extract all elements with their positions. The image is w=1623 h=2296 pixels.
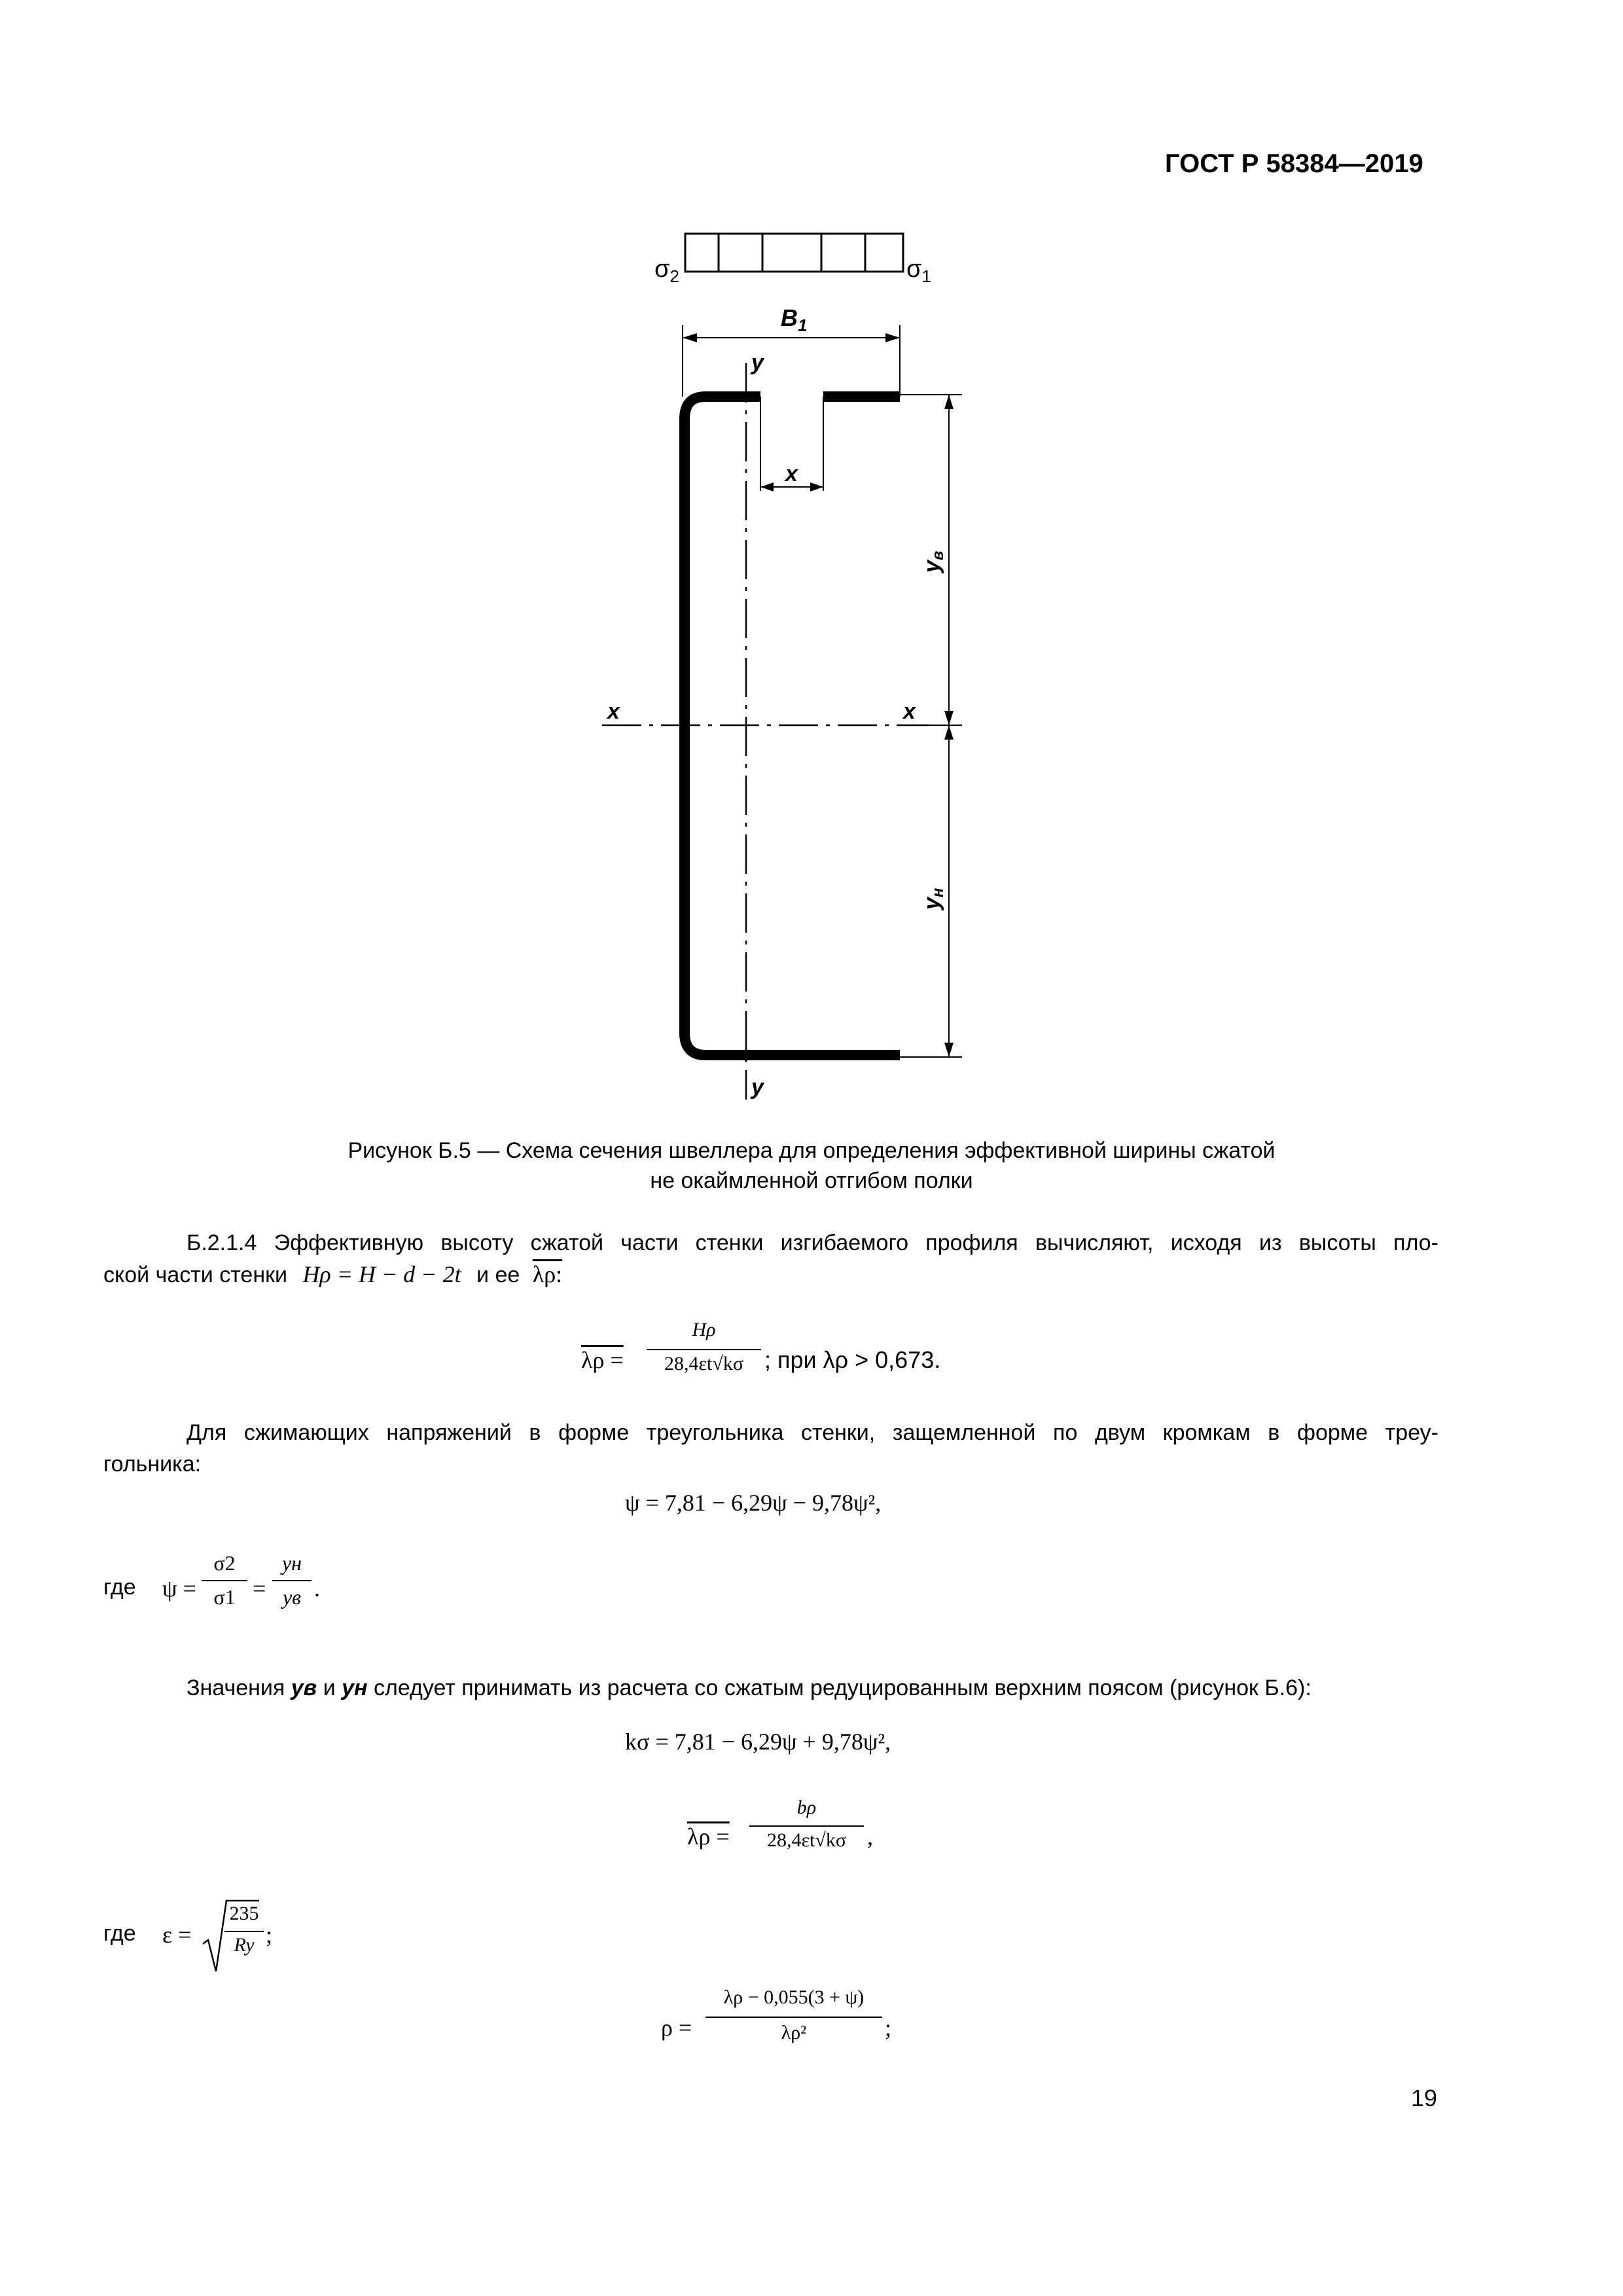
where2-denominator: Ry bbox=[234, 1934, 255, 1956]
para1-prefix: ской части стенки bbox=[103, 1263, 287, 1287]
paragraph-b214-line1: Б.2.1.4 Эффективную высоту сжатой части стенки изгибаемого профиля вычисляют, исходя из высоты пло- bbox=[187, 1230, 1438, 1255]
paragraph-triangle-line2: гольника: bbox=[103, 1452, 202, 1477]
where-epsilon-definition bbox=[103, 1895, 431, 1980]
formula5-fraction-bar bbox=[705, 2017, 882, 2018]
para3-and: и bbox=[323, 1676, 336, 1700]
para1-formula: Hρ = H − d − 2t bbox=[302, 1261, 461, 1287]
where2-prefix: где bbox=[103, 1921, 136, 1946]
formula1-numerator: Hρ bbox=[692, 1319, 716, 1340]
formula4-denominator: 28,4εt√kσ bbox=[766, 1829, 847, 1851]
x-gap-label: x bbox=[785, 461, 798, 486]
where1-fraction1-den: σ1 bbox=[213, 1585, 236, 1609]
where2-end: ; bbox=[266, 1922, 273, 1948]
page-number: 19 bbox=[1411, 2085, 1438, 2111]
channel-section-diagram bbox=[576, 216, 1034, 1113]
formula-lambda-rho bbox=[581, 1319, 1039, 1397]
x-axis-right-label: x bbox=[903, 699, 916, 724]
para1-lambda: λρ: bbox=[532, 1261, 563, 1287]
document-header: ГОСТ Р 58384—2019 bbox=[1165, 149, 1423, 178]
stress-diagram bbox=[685, 234, 903, 272]
where1-fraction1-bar bbox=[202, 1580, 247, 1581]
b1-dimension bbox=[683, 325, 900, 397]
where1-lhs: ψ = bbox=[162, 1575, 196, 1602]
figure-caption-line2: не окаймленной отгибом полки bbox=[650, 1168, 973, 1193]
paragraph-triangle-line1: Для сжимающих напряжений в форме треугольника стенки, защемленной по двум кромкам в форме треу- bbox=[187, 1420, 1438, 1445]
formula5-lhs: ρ = bbox=[661, 2015, 692, 2041]
formula-rho bbox=[661, 1986, 988, 2072]
para3-prefix: Значения bbox=[187, 1676, 285, 1700]
formula1-fraction-bar bbox=[647, 1349, 761, 1350]
formula5-numerator: λρ − 0,055(3 + ψ) bbox=[723, 1986, 865, 2008]
formula5-denominator: λρ² bbox=[781, 2022, 807, 2043]
where-psi-definition bbox=[103, 1551, 562, 1630]
paragraph-b214-line2 bbox=[103, 1259, 562, 1291]
sigma2-label: $\sigma_2$ bbox=[654, 255, 679, 286]
y-n-label: yн bbox=[919, 888, 947, 910]
formula5-end: ; bbox=[885, 2015, 892, 2041]
formula-k-sigma: kσ = 7,81 − 6,29ψ + 9,78ψ², bbox=[625, 1729, 891, 1755]
where1-end: . bbox=[314, 1575, 320, 1602]
where2-fraction-bar bbox=[224, 1931, 264, 1932]
where1-fraction2-bar bbox=[272, 1580, 312, 1581]
para3-yv: yв bbox=[291, 1676, 317, 1700]
sigma1-label: $\sigma_1$ bbox=[906, 255, 931, 286]
y-v-label: yв bbox=[919, 550, 947, 573]
para3-rest: следует принимать из расчета со сжатым редуцированным верхним поясом (рисунок Б.6): bbox=[374, 1676, 1311, 1700]
formula1-condition: ; при λρ > 0,673. bbox=[764, 1346, 941, 1373]
para3-yn: yн bbox=[342, 1676, 368, 1700]
para1-mid: и ее bbox=[476, 1263, 520, 1287]
where1-fraction1-num: σ2 bbox=[213, 1551, 236, 1575]
formula1-lhs: λρ = bbox=[581, 1347, 624, 1373]
where1-fraction2-num: yн bbox=[281, 1551, 302, 1575]
paragraph-values-yv-yn bbox=[187, 1672, 1311, 1704]
formula-lambda-rho-b bbox=[687, 1797, 962, 1875]
where1-fraction2-den: yв bbox=[282, 1585, 302, 1609]
formula4-end: , bbox=[867, 1823, 873, 1850]
where2-lhs: ε = bbox=[162, 1922, 192, 1948]
b1-label: $B_1$ bbox=[781, 304, 808, 335]
y-axis-top-label: y bbox=[751, 350, 764, 375]
formula4-fraction-bar bbox=[749, 1825, 864, 1827]
figure-caption-line1: Рисунок Б.5 — Схема сечения швеллера для определения эффективной ширины сжатой bbox=[348, 1138, 1275, 1163]
where1-equals: = bbox=[253, 1575, 266, 1602]
where1-prefix: где bbox=[103, 1575, 136, 1600]
formula1-denominator: 28,4εt√kσ bbox=[664, 1353, 744, 1374]
x-axis-left-label: x bbox=[607, 699, 620, 724]
where2-numerator: 235 bbox=[229, 1903, 259, 1924]
formula-psi: ψ = 7,81 − 6,29ψ − 9,78ψ², bbox=[625, 1490, 882, 1516]
formula4-lhs: λρ = bbox=[687, 1823, 730, 1850]
formula4-numerator: bρ bbox=[796, 1797, 817, 1818]
y-axis-bottom-label: y bbox=[751, 1075, 764, 1100]
